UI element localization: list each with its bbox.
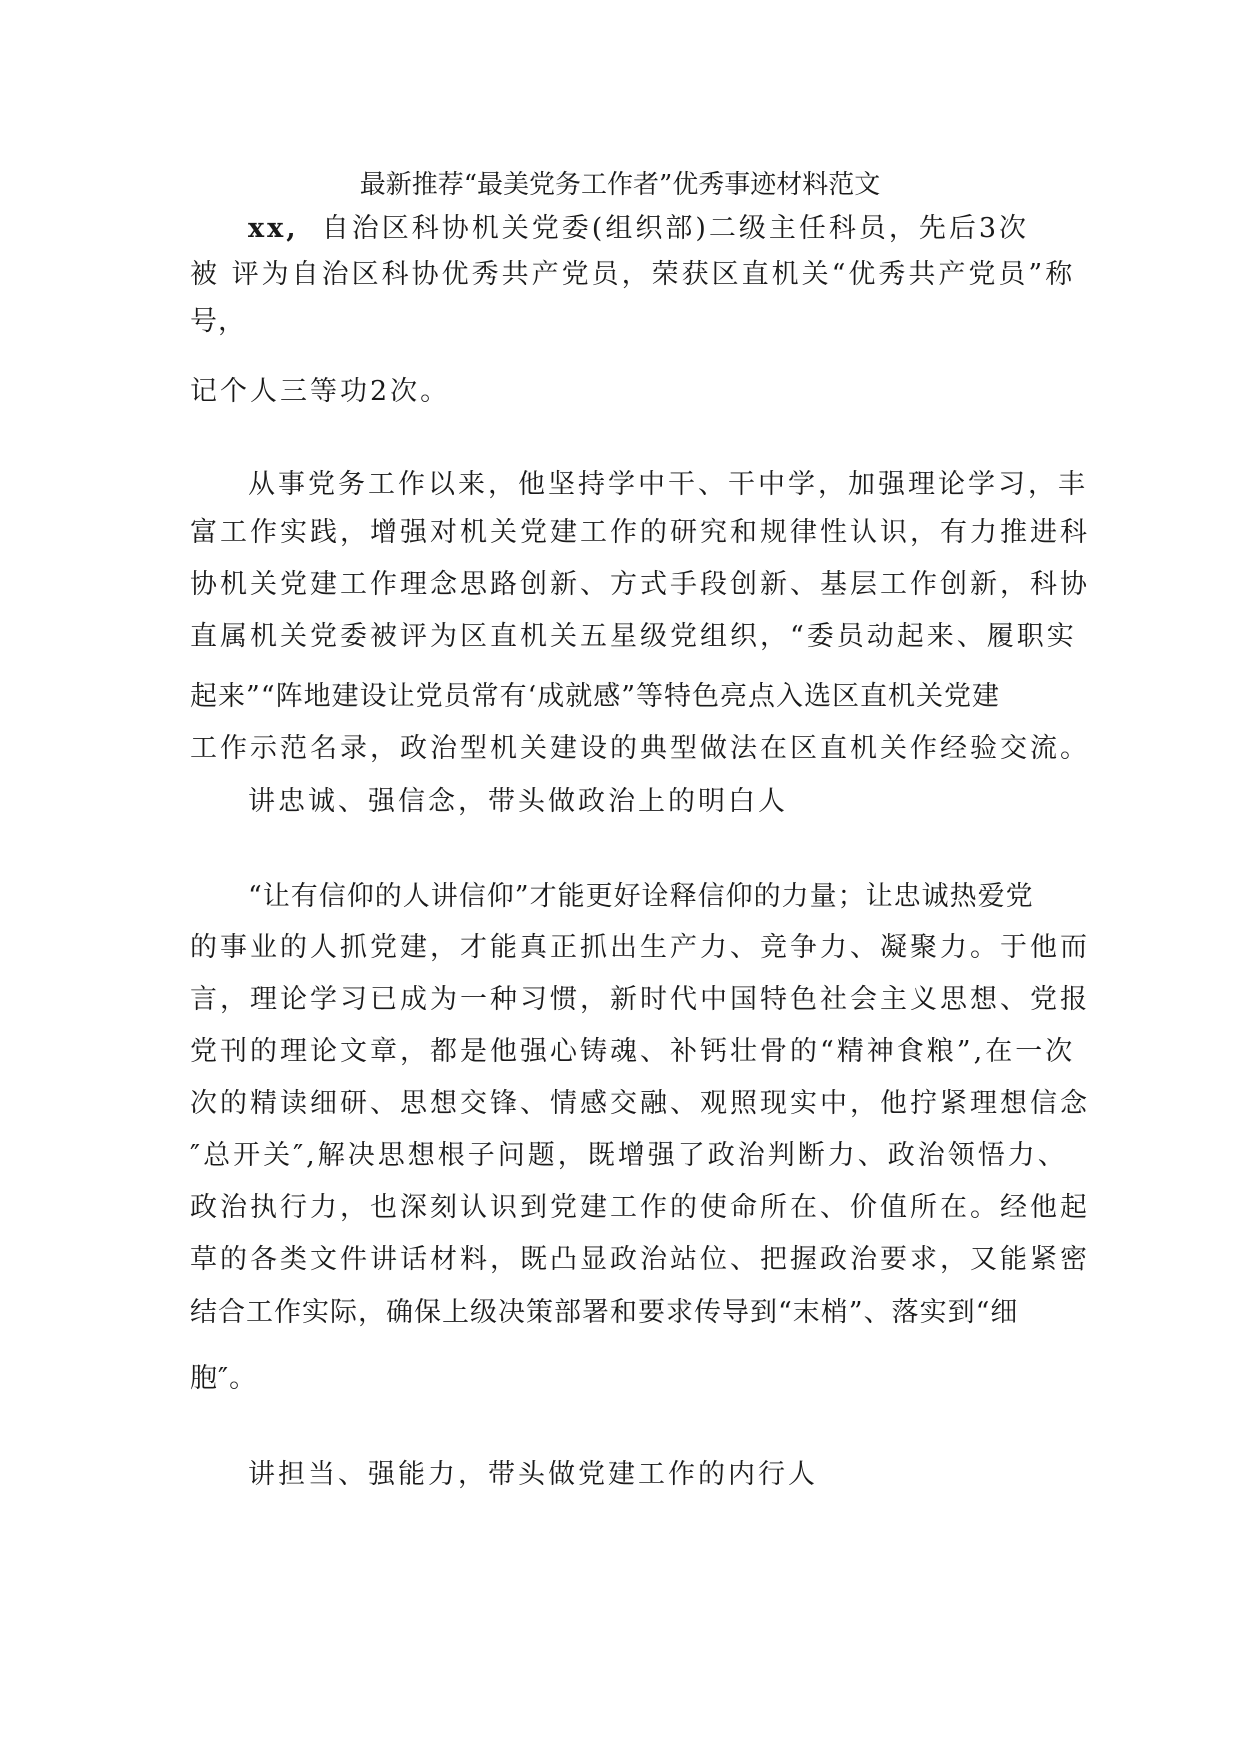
para1-line-5: 起来”“阵地建设让党员常有‘成就感”等特色亮点入选区直机关党建 [190,681,1000,712]
para2-line-1: “让有信仰的人讲信仰”才能更好诠释信仰的力量；让忠诚热爱党 [248,881,1034,912]
para2-line-5: 次的精读细研、思想交锋、情感交融、观照现实中，他拧紧理想信念 [190,1088,1090,1119]
section-heading-1: 讲忠诚、强信念，带头做政治上的明白人 [248,786,788,817]
para2-line-6: ″总开关″,解决思想根子问题，既增强了政治判断力、政治领悟力、 [190,1140,1068,1171]
intro-line-2: 被 评为自治区科协优秀共产党员，荣获区直机关“优秀共产党员”称 [190,259,1076,290]
intro-line-4: 记个人三等功2次。 [190,376,451,407]
para2-line-9: 结合工作实际，确保上级决策部署和要求传导到“末梢”、落实到“细 [190,1297,1019,1328]
para2-line-3: 言，理论学习已成为一种习惯，新时代中国特色社会主义思想、党报 [190,984,1090,1015]
intro-line-1 [248,212,1029,246]
document-title: 最新推荐“最美党务工作者”优秀事迹材料范文 [359,170,881,200]
para2-line-10: 胞″。 [190,1363,258,1394]
para2-line-8: 草的各类文件讲话材料，既凸显政治站位、把握政治要求，又能紧密 [190,1244,1090,1275]
para1-line-1: 从事党务工作以来，他坚持学中干、干中学，加强理论学习，丰 [248,469,1088,500]
para1-line-2: 富工作实践，增强对机关党建工作的研究和规律性认识，有力推进科 [190,517,1090,548]
para1-line-3: 协机关党建工作理念思路创新、方式手段创新、基层工作创新，科协 [190,569,1090,600]
intro-line-3: 号， [190,306,246,337]
para1-line-6: 工作示范名录，政治型机关建设的典型做法在区直机关作经验交流。 [190,733,1090,764]
person-name: xx, [248,213,299,244]
para2-line-2: 的事业的人抓党建，才能真正抓出生产力、竞争力、凝聚力。于他而 [190,932,1090,963]
para2-line-7: 政治执行力，也深刻认识到党建工作的使命所在、价值所在。经他起 [190,1192,1090,1223]
section-heading-2: 讲担当、强能力，带头做党建工作的内行人 [248,1459,818,1490]
para1-line-4: 直属机关党委被评为区直机关五星级党组织，“委员动起来、履职实 [190,621,1077,652]
intro-line-1-text: 自治区科协机关党委(组织部)二级主任科员，先后3次 [321,213,1030,244]
para2-line-4: 党刊的理论文章，都是他强心铸魂、补钙壮骨的“精神食粮”,在一次 [190,1036,1076,1067]
